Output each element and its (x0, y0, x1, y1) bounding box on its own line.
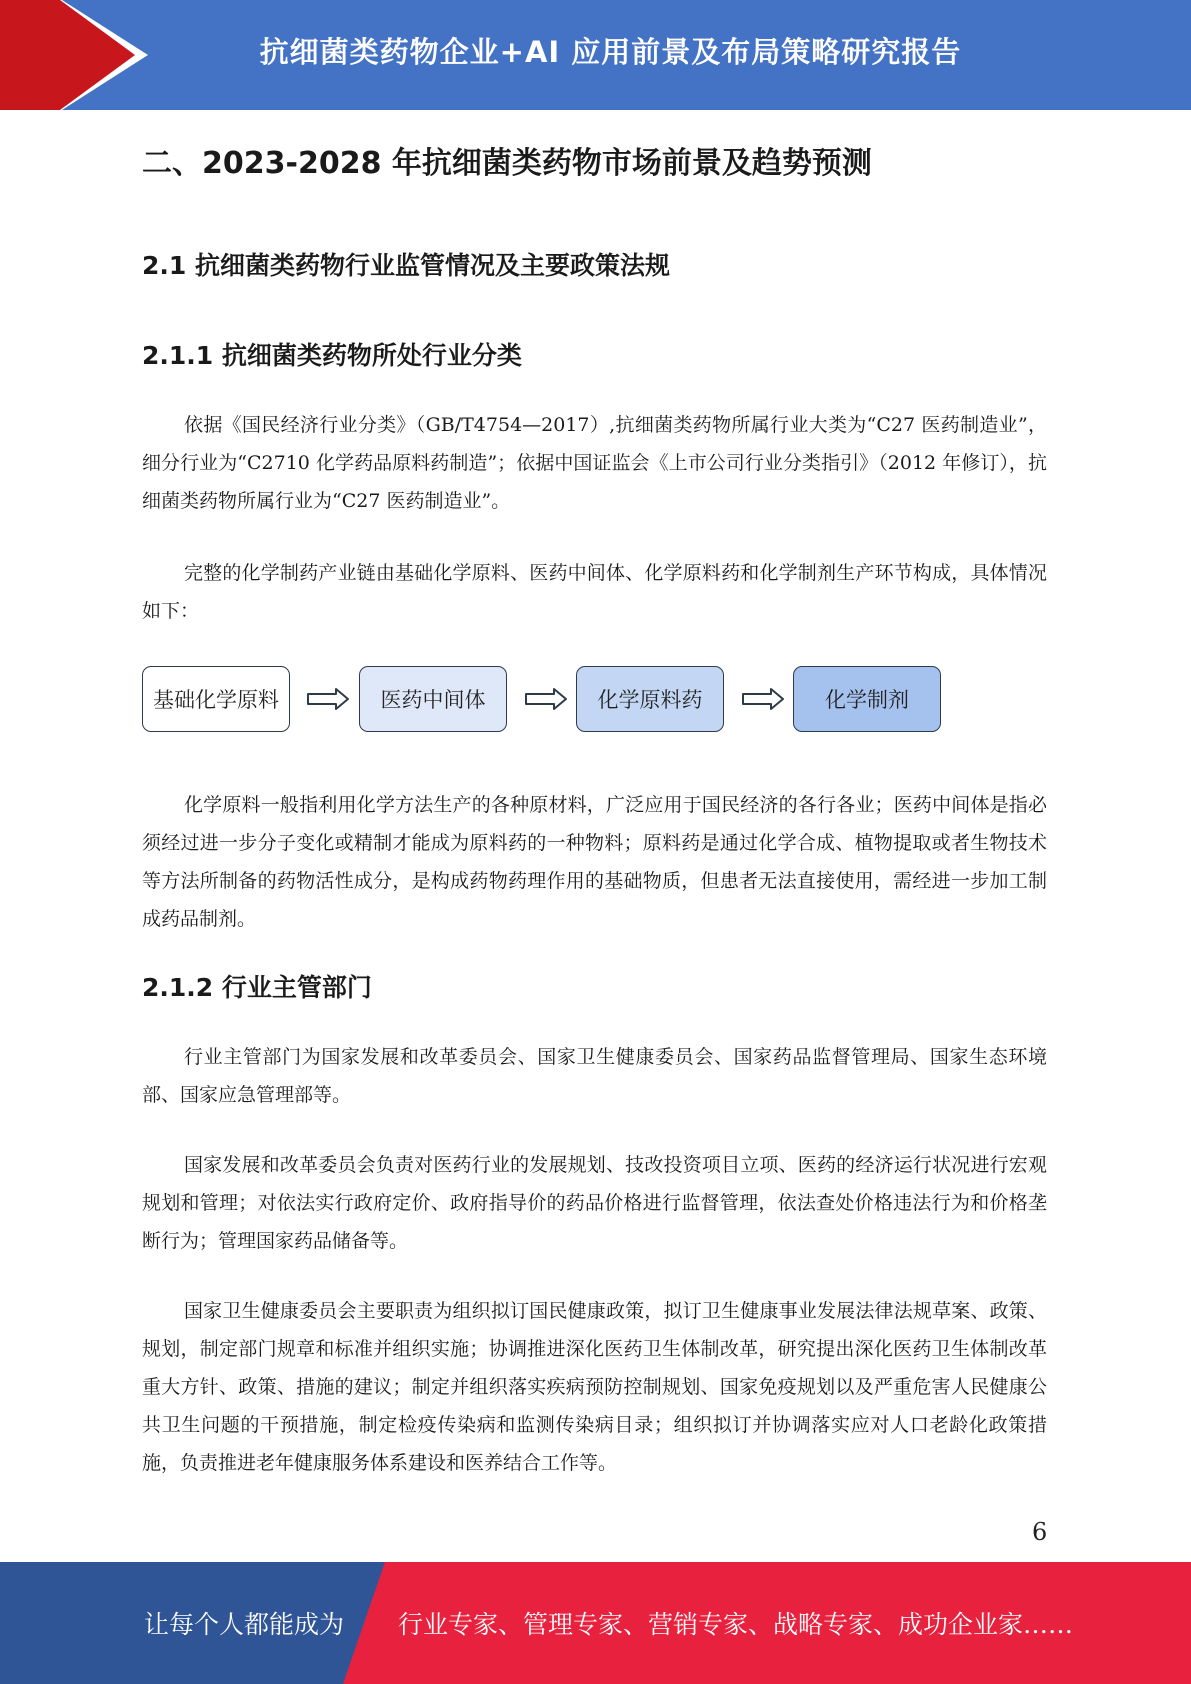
page-number: 6 (1032, 1518, 1048, 1546)
flow-step-api: 化学原料药 (576, 666, 724, 732)
subsection-heading-2-1-2: 2.1.2 行业主管部门 (142, 973, 372, 1002)
paragraph-chain-explanation: 化学原料一般指利用化学方法生产的各种原材料，广泛应用于国民经济的各行各业；医药中间体是指必须经过进一步分子变化或精制才能成为原料药的一种物料；原料药是通过化学合成、植物提取或者生物技术等方法所制备的药物活性成分，是构成药物药理作用的基础物质，但患者无法直接使用，需经进一步加工制成药品制剂。 (142, 794, 1047, 930)
header-arrow-decoration (0, 0, 160, 110)
footer-banner (0, 1562, 1191, 1684)
paragraph-ndrc: 国家发展和改革委员会负责对医药行业的发展规划、技改投资项目立项、医药的经济运行状况进行宏观规划和管理；对依法实行政府定价、政府指导价的药品价格进行监督管理，依法查处价格违法行为和价格垄断行为；管理国家药品储备等。 (142, 1154, 1047, 1252)
section-heading: 二、2023-2028 年抗细菌类药物市场前景及趋势预测 (142, 146, 872, 181)
footer-slogan-left: 让每个人都能成为 (144, 1610, 345, 1639)
double-right-arrow-icon (741, 686, 785, 712)
double-right-arrow-icon (306, 686, 350, 712)
paragraph-chain-intro: 完整的化学制药产业链由基础化学原料、医药中间体、化学原料药和化学制剂生产环节构成，具体情况如下： (142, 562, 1047, 622)
flow-step-pharma-intermediate: 医药中间体 (359, 666, 507, 732)
flow-step-formulation: 化学制剂 (793, 666, 941, 732)
subsection-heading-2-1: 2.1 抗细菌类药物行业监管情况及主要政策法规 (142, 251, 670, 280)
header-banner (0, 0, 1191, 110)
report-title: 抗细菌类药物企业+AI 应用前景及布局策略研究报告 (259, 34, 962, 69)
paragraph-authorities: 行业主管部门为国家发展和改革委员会、国家卫生健康委员会、国家药品监督管理局、国家生态环境部、国家应急管理部等。 (142, 1046, 1047, 1106)
subsection-heading-2-1-1: 2.1.1 抗细菌类药物所处行业分类 (142, 341, 522, 370)
industry-chain-flow (142, 666, 1047, 736)
flow-step-basic-materials: 基础化学原料 (142, 666, 290, 732)
footer-slogan-right: 行业专家、管理专家、营销专家、战略专家、成功企业家…… (398, 1610, 1074, 1639)
paragraph-industry-classification: 依据《国民经济行业分类》（GB/T4754—2017）,抗细菌类药物所属行业大类为“C27 医药制造业”，细分行业为“C2710 化学药品原料药制造”；依据中国证监会《上市公司行业分类指引》（2012 年修订），抗细菌类药物所属行业为“C27 医药制造业”。 (142, 414, 1047, 512)
double-right-arrow-icon (524, 686, 568, 712)
paragraph-nhc: 国家卫生健康委员会主要职责为组织拟订国民健康政策，拟订卫生健康事业发展法律法规草案、政策、规划，制定部门规章和标准并组织实施；协调推进深化医药卫生体制改革，研究提出深化医药卫生体制改革重大方针、政策、措施的建议；制定并组织落实疾病预防控制规划、国家免疫规划以及严重危害人民健康公共卫生问题的干预措施，制定检疫传染病和监测传染病目录；组织拟订并协调落实应对人口老龄化政策措施，负责推进老年健康服务体系建设和医养结合工作等。 (142, 1300, 1047, 1474)
